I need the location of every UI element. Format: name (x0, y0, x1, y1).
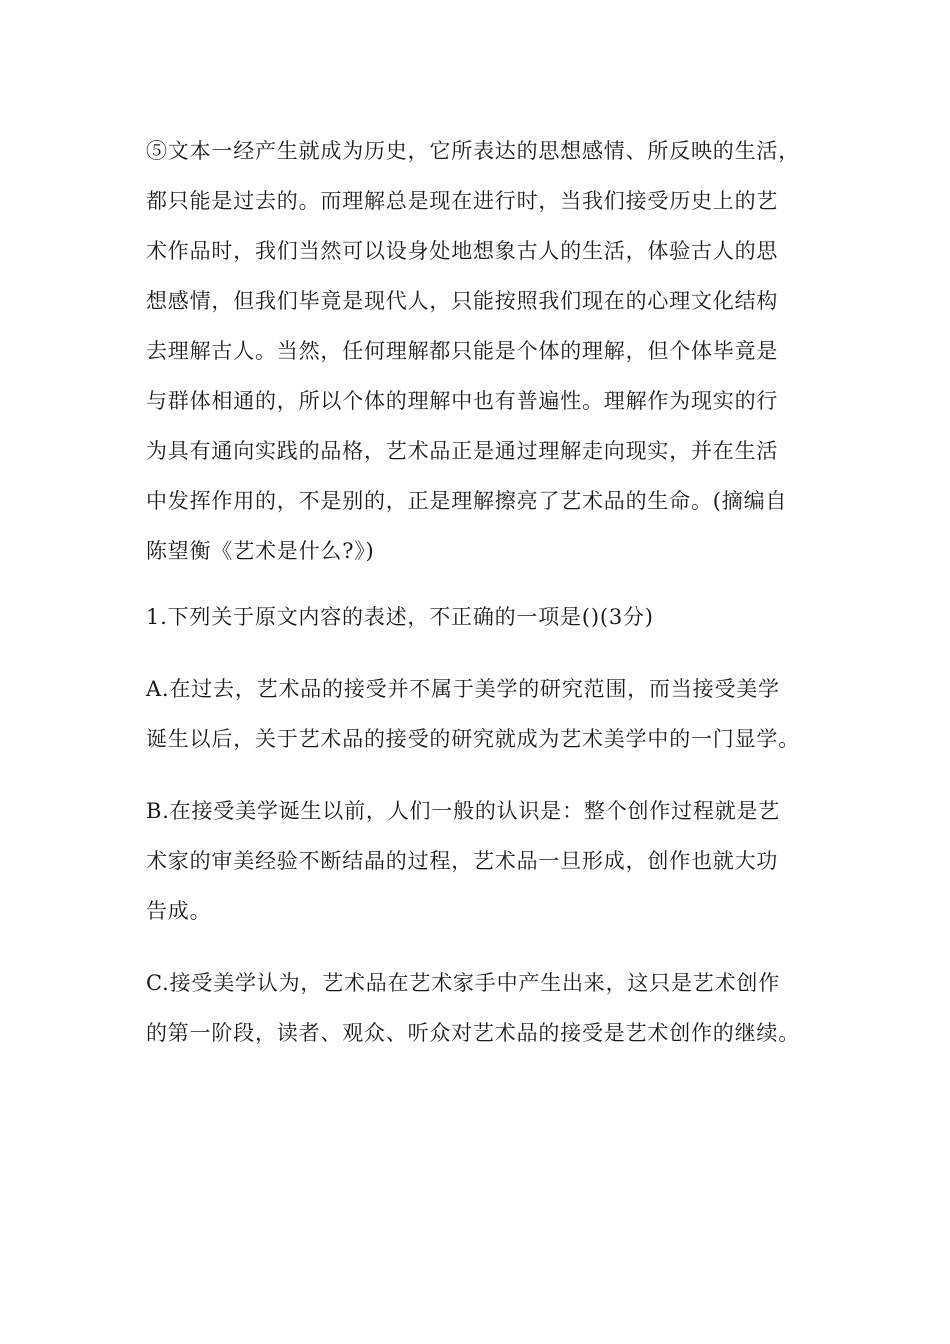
option-b (146, 786, 816, 936)
paragraph-line: 想感情，但我们毕竟是现代人，只能按照我们现在的心理文化结构 (146, 289, 779, 313)
option-line: 诞生以后，关于艺术品的接受的研究就成为艺术美学中的一门显学。 (146, 727, 800, 751)
paragraph-5 (146, 126, 816, 576)
option-line: 告成。 (146, 899, 212, 923)
option-a (146, 664, 816, 764)
question-text: 1.下列关于原文内容的表述，不正确的一项是()(3分) (146, 605, 654, 629)
option-line: C.接受美学认为，艺术品在艺术家手中产生出来，这只是艺术创作 (146, 971, 780, 995)
paragraph-line: 都只能是过去的。而理解总是现在进行时，当我们接受历史上的艺 (146, 189, 779, 213)
option-line: B.在接受美学诞生以前，人们一般的认识是：整个创作过程就是艺 (146, 799, 781, 823)
option-c (146, 958, 816, 1058)
option-line: 术家的审美经验不断结晶的过程，艺术品一旦形成，创作也就大功 (146, 849, 779, 873)
paragraph-line: ⑤文本一经产生就成为历史，它所表达的思想感情、所反映的生活， (146, 139, 800, 163)
paragraph-line: 为具有通向实践的品格，艺术品正是通过理解走向现实，并在生活 (146, 439, 779, 463)
paragraph-line: 与群体相通的，所以个体的理解中也有普遍性。理解作为现实的行 (146, 389, 779, 413)
paragraph-line: 中发挥作用的，不是别的，正是理解擦亮了艺术品的生命。(摘编自 (146, 489, 788, 513)
option-line: A.在过去，艺术品的接受并不属于美学的研究范围，而当接受美学 (146, 677, 780, 701)
paragraph-line: 去理解古人。当然，任何理解都只能是个体的理解，但个体毕竟是 (146, 339, 779, 363)
question-1 (146, 592, 816, 642)
option-line: 的第一阶段，读者、观众、听众对艺术品的接受是艺术创作的继续。 (146, 1021, 800, 1045)
paragraph-line: 陈望衡《艺术是什么?》) (146, 539, 375, 563)
paragraph-line: 术作品时，我们当然可以设身处地想象古人的生活，体验古人的思 (146, 239, 779, 263)
